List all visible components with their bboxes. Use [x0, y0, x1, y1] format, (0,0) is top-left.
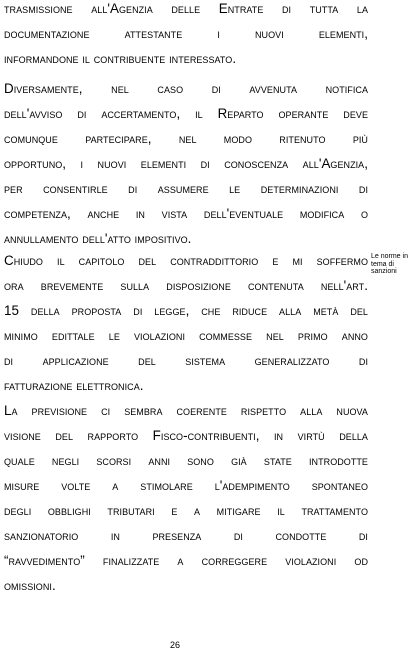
text-line: misure volte a stimolare l'adempimento spontaneo [4, 478, 368, 493]
text-line: 15 della proposta di legge, che riduce alla metà del [4, 303, 368, 318]
paragraph-avviso-accertamento [4, 76, 368, 251]
text-line: La previsione ci sembra coerente rispetto alla nuova [4, 403, 368, 418]
text-line: annullamento dell'atto impositivo. [4, 231, 192, 246]
text-line: degli obblighi tributari e a mitigare il trattamento [4, 503, 368, 518]
margin-note-line: Le norme in [371, 253, 408, 260]
page-number: 26 [169, 640, 180, 650]
paragraph-previsione-coerente [4, 398, 368, 598]
text-line: competenza, anche in vista dell'eventuale modifica o [4, 206, 368, 221]
text-line: visione del rapporto Fisco-contribuenti, in virtù della [4, 428, 368, 443]
text-line: documentazione attestante i nuovi elementi, [4, 26, 368, 41]
text-line: minimo edittale le violazioni commesse nel primo anno [4, 328, 368, 343]
margin-note-line: tema di [371, 260, 394, 268]
text-line: trasmissione all'Agenzia delle Entrate di tutta la [4, 1, 368, 16]
text-line: quale negli scorsi anni sono già state introdotte [4, 453, 368, 468]
margin-note-sanzioni [371, 253, 411, 276]
text-line: comunque partecipare, nel modo ritenuto più [4, 131, 368, 146]
paragraph-agenzia-transmission [4, 0, 368, 71]
margin-note-line: sanzioni [371, 268, 397, 276]
text-line: “ravvedimento” finalizzate a correggere violazioni od [4, 553, 368, 568]
text-line: Chiudo il capitolo del contraddittorio e mi soffermo [4, 253, 368, 268]
text-line: sanzionatorio in presenza di condotte di [4, 528, 368, 543]
text-line: ora brevemente sulla disposizione contenuta nell'art. [4, 278, 368, 293]
text-line: informandone il contribuente interessato. [4, 51, 237, 66]
text-line: per consentirle di assumere le determinazioni di [4, 181, 368, 196]
text-line: fatturazione elettronica. [4, 378, 144, 393]
text-line: di applicazione del sistema generalizzato di [4, 353, 368, 368]
paragraph-contraddittorio-art15 [4, 248, 368, 398]
text-line: opportuno, i nuovi elementi di conoscenza all'Agenzia, [4, 156, 368, 171]
text-line: Diversamente, nel caso di avvenuta notifica [4, 81, 368, 96]
text-line: dell'avviso di accertamento, il Reparto operante deve [4, 106, 368, 121]
text-line: omissioni. [4, 578, 56, 593]
